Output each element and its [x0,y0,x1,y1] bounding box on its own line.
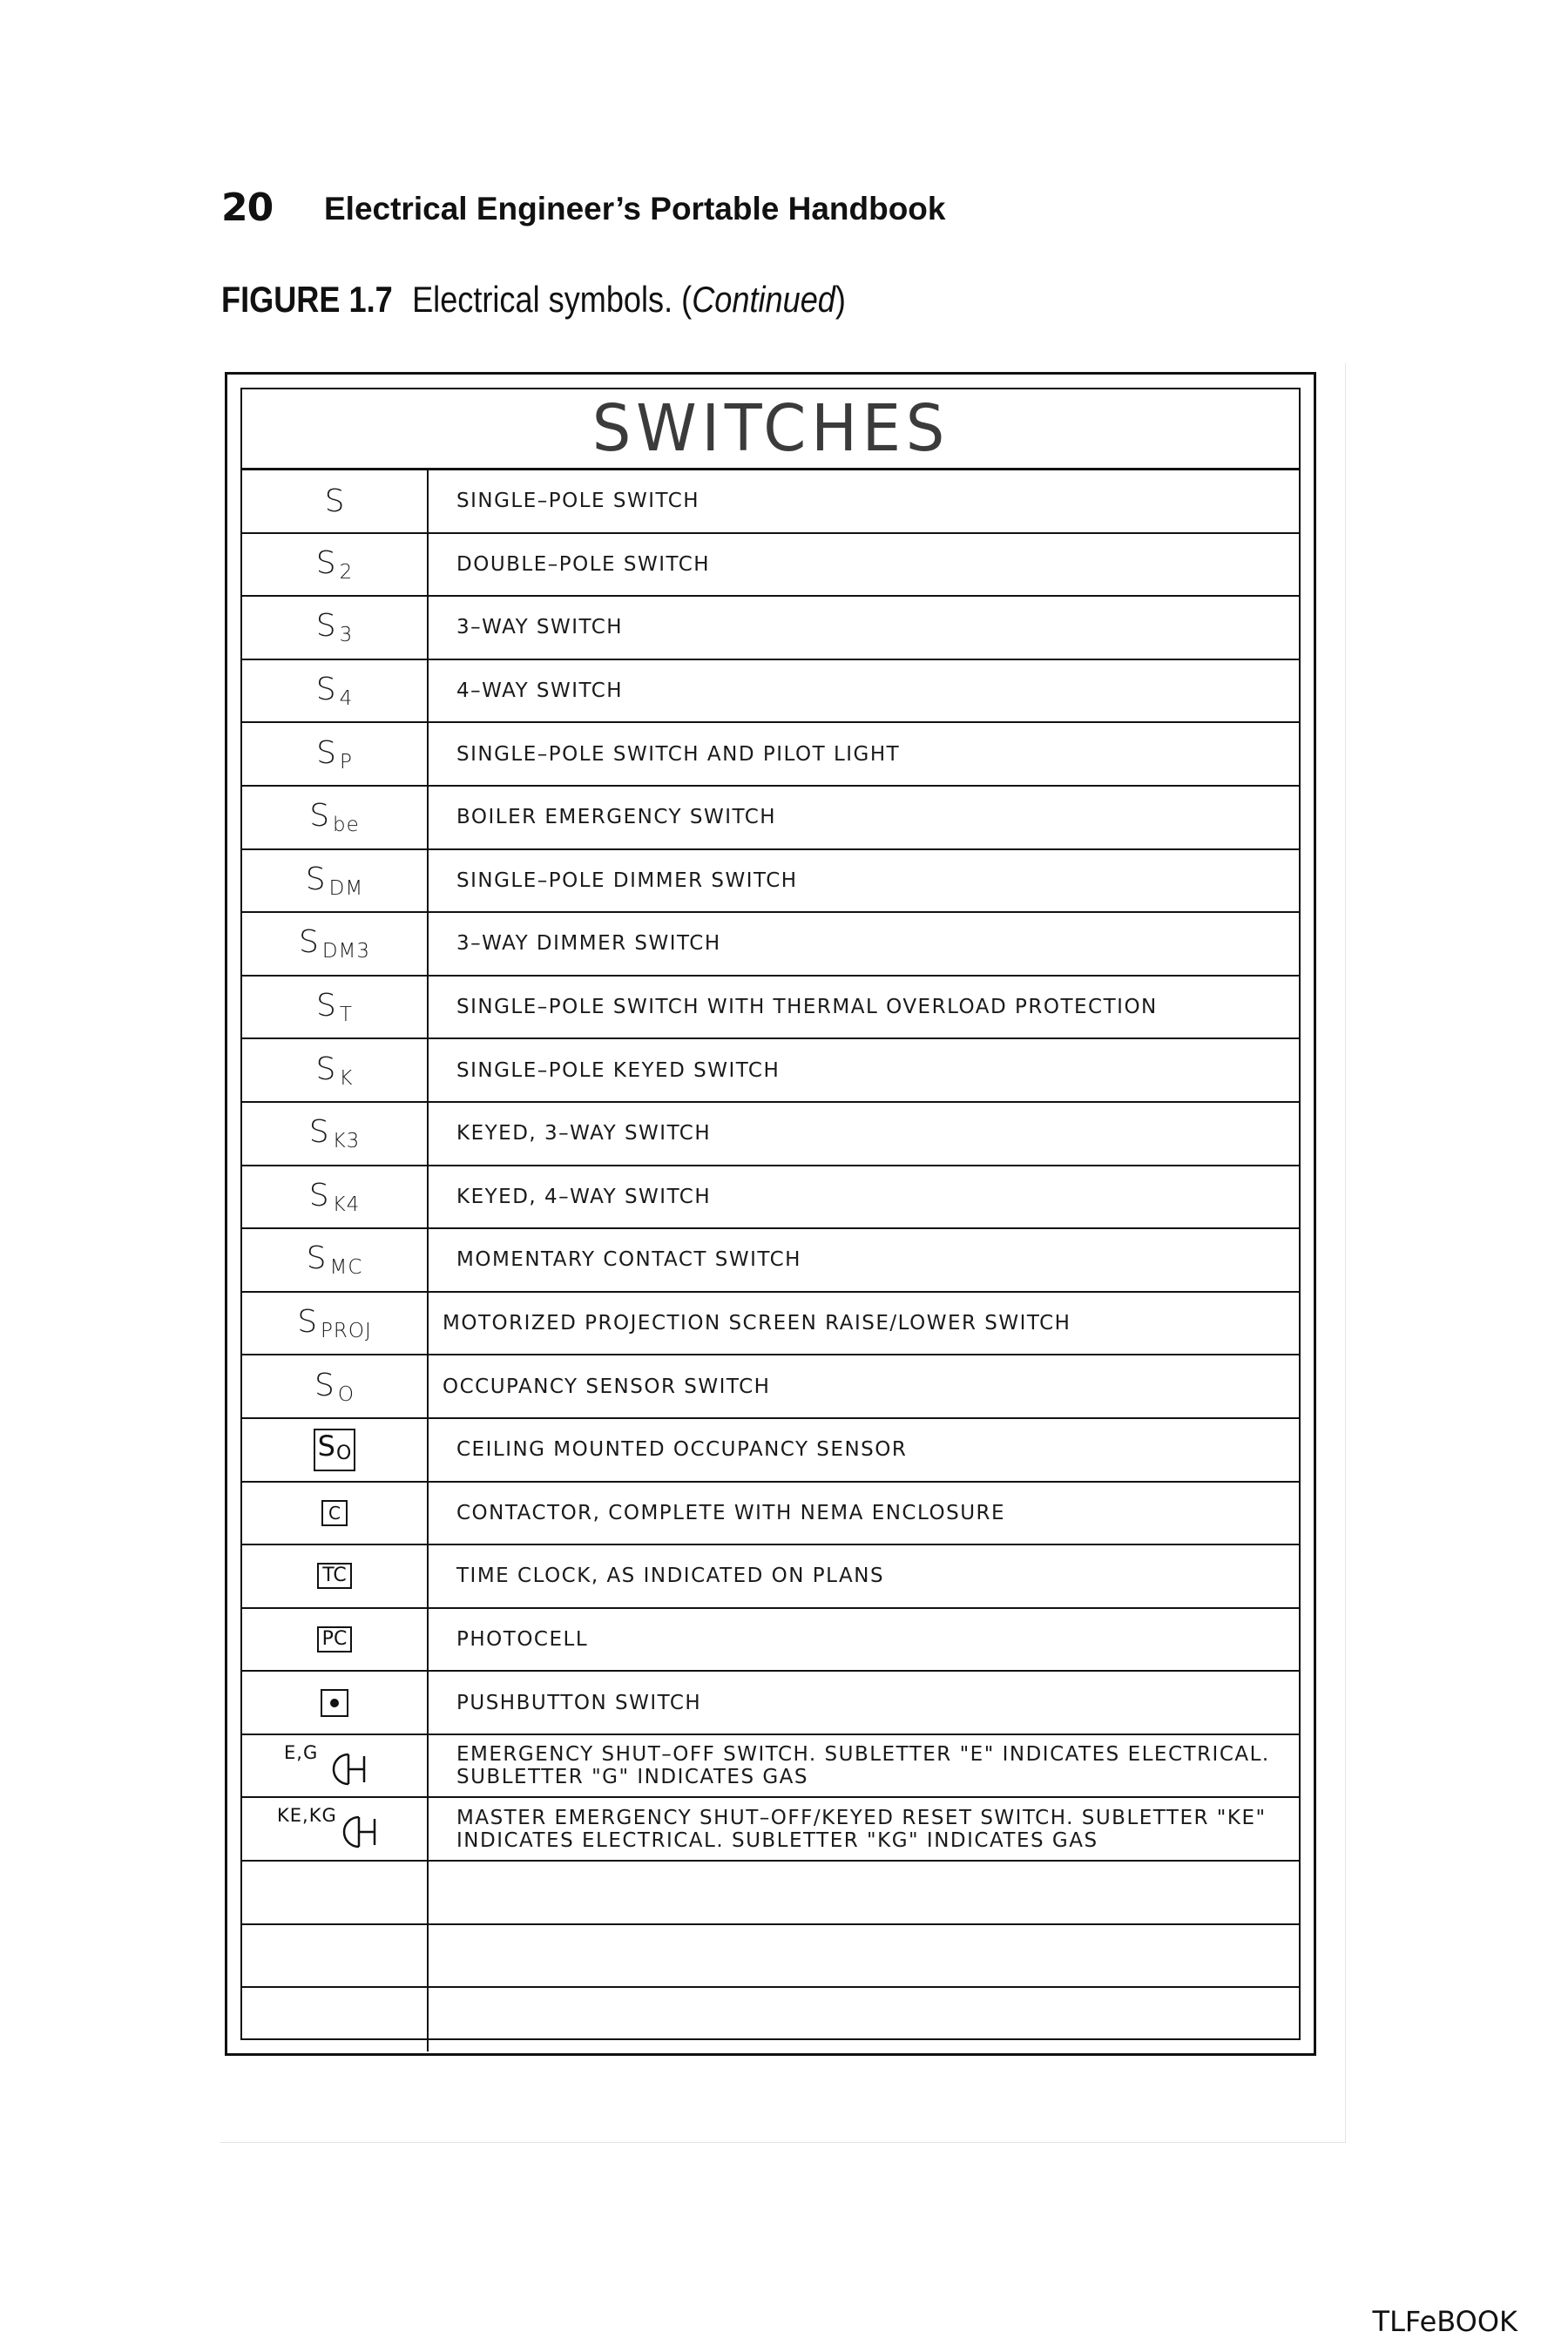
symbol-letter: S [308,1177,329,1213]
table-row [242,534,1299,598]
symbol-letter: S [315,544,336,581]
caption-continued: Continued [692,279,835,320]
switches-table-inner [240,388,1301,2040]
symbol-subscript: DM3 [321,940,371,963]
page-number: 20 [221,186,274,230]
symbol-cell [242,1166,429,1228]
description-cell [429,1798,1299,1860]
symbol-cell [242,660,429,722]
watermark: TLFeBOOK [1372,2305,1517,2338]
description-cell [429,1988,1299,2051]
description-cell: DOUBLE–POLE SWITCH [456,552,711,576]
figure-label: FIGURE 1.7 [221,279,393,320]
caption-text: Electrical symbols. ( [412,279,693,320]
description-cell [429,1735,1299,1797]
symbol-cell [242,1988,429,2051]
description-cell [429,1862,1299,1923]
caption-close: ) [835,279,846,320]
symbol-letter: S [305,861,326,897]
symbol-subscript: K4 [332,1193,361,1216]
symbol-cell [242,787,429,848]
photocell-symbol: PC [317,1626,353,1652]
table-row [242,1166,1299,1230]
table-title-text: SWITCHES [591,391,950,466]
table-row [242,1355,1299,1419]
switch-symbol [316,735,353,774]
table-row [242,1419,1299,1483]
table-row [242,1229,1299,1293]
symbol-cell [242,597,429,659]
time-clock-symbol: TC [317,1563,352,1589]
symbol-subscript: 2 [339,560,354,584]
description-cell: BOILER EMERGENCY SWITCH [456,806,777,829]
table-row [242,1293,1299,1356]
symbol-subscript: T [339,1004,353,1027]
switch-symbol [316,988,353,1026]
symbol-letter: S [298,924,319,961]
table-row [242,850,1299,914]
ceiling-sensor-symbol [314,1429,356,1471]
table-row [242,660,1299,724]
switch-symbol [325,483,345,519]
switch-symbol [316,672,354,710]
symbol-subscript: 4 [339,687,354,711]
symbol-subscript: DM [328,876,364,900]
contactor-symbol: C [321,1500,348,1526]
symbol-prefix: E,G [284,1741,319,1763]
description-cell: SINGLE–POLE SWITCH AND PILOT LIGHT [456,742,901,766]
switch-symbol [297,1304,372,1342]
symbol-subscript: O [335,1442,352,1464]
symbol-cell [242,723,429,785]
description-cell: KEYED, 4–WAY SWITCH [456,1185,712,1208]
description-cell: KEYED, 3–WAY SWITCH [456,1122,712,1146]
symbol-cell [242,1735,429,1797]
symbol-cell [242,1419,429,1481]
symbol-cell [242,1293,429,1355]
symbol-letter: S [324,483,345,519]
switch-symbol [316,1051,354,1090]
symbol-cell [242,1798,429,1860]
switch-symbol [314,1368,355,1406]
symbol-letter: S [297,1304,318,1341]
symbol-cell [242,1862,429,1923]
symbol-subscript: 3 [339,624,354,647]
symbol-letter: S [315,672,336,708]
symbol-letter: S [314,1367,335,1403]
description-cell [429,1925,1299,1987]
switch-symbol [307,1240,363,1279]
table-row [242,1103,1299,1166]
symbol-subscript: P [339,750,353,774]
table-row [242,1039,1299,1103]
symbol-letter: S [317,1429,335,1463]
table-row [242,723,1299,787]
switch-symbol [309,1114,361,1152]
description-cell: SINGLE–POLE SWITCH [456,490,700,513]
symbol-cell [242,1039,429,1101]
symbol-cell [242,850,429,912]
description-cell: MOTORIZED PROJECTION SCREEN RAISE/LOWER SWITCH [443,1312,1071,1335]
figure-caption [221,279,846,321]
description-cell: OCCUPANCY SENSOR SWITCH [443,1375,771,1398]
symbol-cell [242,1103,429,1165]
switch-symbol [309,1178,361,1216]
table-row [242,597,1299,660]
emergency-shutoff-symbol [242,1735,427,1797]
master-shutoff-symbol [242,1798,427,1860]
description-cell: PHOTOCELL [456,1627,589,1651]
symbol-letter: S [306,1240,327,1277]
pushbutton-icon [321,1689,348,1717]
description-line-2: SUBLETTER "G" INDICATES GAS [456,1766,809,1789]
empty-row [242,1862,1299,1925]
symbol-letter: S [316,734,336,771]
empty-row [242,1988,1299,2051]
table-row [242,1798,1299,1862]
description-cell: TIME CLOCK, AS INDICATED ON PLANS [456,1565,885,1588]
symbol-cell [242,1609,429,1671]
description-cell: SINGLE–POLE SWITCH WITH THERMAL OVERLOAD PROTECTION [456,996,1158,1019]
table-row [242,470,1299,534]
shutoff-switch-icon [340,1812,385,1852]
symbol-cell [242,1925,429,1987]
switch-symbol [309,798,360,836]
table-row [242,1483,1299,1546]
symbol-cell [242,470,429,532]
symbol-subscript: K3 [332,1130,361,1153]
description-line-1: MASTER EMERGENCY SHUT–OFF/KEYED RESET SWITCH. SUBLETTER "KE" [456,1806,1267,1829]
symbol-subscript: MC [329,1256,363,1280]
symbol-subscript: K [339,1066,354,1090]
switch-symbol [299,924,370,963]
table-row [242,913,1299,977]
table-row [242,1672,1299,1735]
symbol-cell [242,1355,429,1417]
symbol-subscript: O [337,1382,355,1406]
description-cell: CEILING MOUNTED OCCUPANCY SENSOR [456,1438,908,1462]
symbol-letter: S [308,1114,329,1151]
symbol-prefix: KE,KG [277,1805,337,1827]
switches-table [225,372,1316,2056]
table-row [242,977,1299,1040]
table-row [242,787,1299,850]
switch-symbol [316,545,354,584]
table-row [242,1545,1299,1609]
description-line-2: INDICATES ELECTRICAL. SUBLETTER "KG" INDICATES GAS [456,1828,1098,1852]
description-cell: 3–WAY SWITCH [456,616,624,639]
symbol-subscript: PROJ [321,1320,372,1343]
empty-row [242,1925,1299,1989]
description-cell: SINGLE–POLE KEYED SWITCH [456,1058,781,1082]
symbol-subscript: be [333,814,360,837]
table-row [242,1735,1299,1799]
symbol-cell [242,1545,429,1607]
switch-symbol [316,608,354,646]
description-cell: MOMENTARY CONTACT SWITCH [456,1248,801,1272]
symbol-cell [242,1672,429,1734]
description-cell: 3–WAY DIMMER SWITCH [456,932,721,956]
shutoff-switch-icon [329,1749,375,1789]
symbol-cell [242,913,429,975]
symbol-letter: S [315,1051,336,1087]
symbol-letter: S [316,988,336,1024]
symbol-cell [242,1483,429,1544]
symbol-letter: S [315,608,336,645]
switch-symbol [306,862,363,900]
description-cell: CONTACTOR, COMPLETE WITH NEMA ENCLOSURE [456,1501,1006,1524]
symbol-cell [242,1229,429,1291]
table-title [242,389,1299,470]
description-cell: PUSHBUTTON SWITCH [456,1691,702,1714]
description-cell: SINGLE–POLE DIMMER SWITCH [456,868,798,892]
book-title: Electrical Engineer’s Portable Handbook [324,191,946,226]
symbol-letter: S [309,798,330,835]
description-cell: 4–WAY SWITCH [456,679,624,703]
table-row [242,1609,1299,1673]
description-line-1: EMERGENCY SHUT–OFF SWITCH. SUBLETTER "E" INDICATES ELECTRICAL. [456,1743,1270,1767]
symbol-cell [242,977,429,1038]
symbol-cell [242,534,429,596]
